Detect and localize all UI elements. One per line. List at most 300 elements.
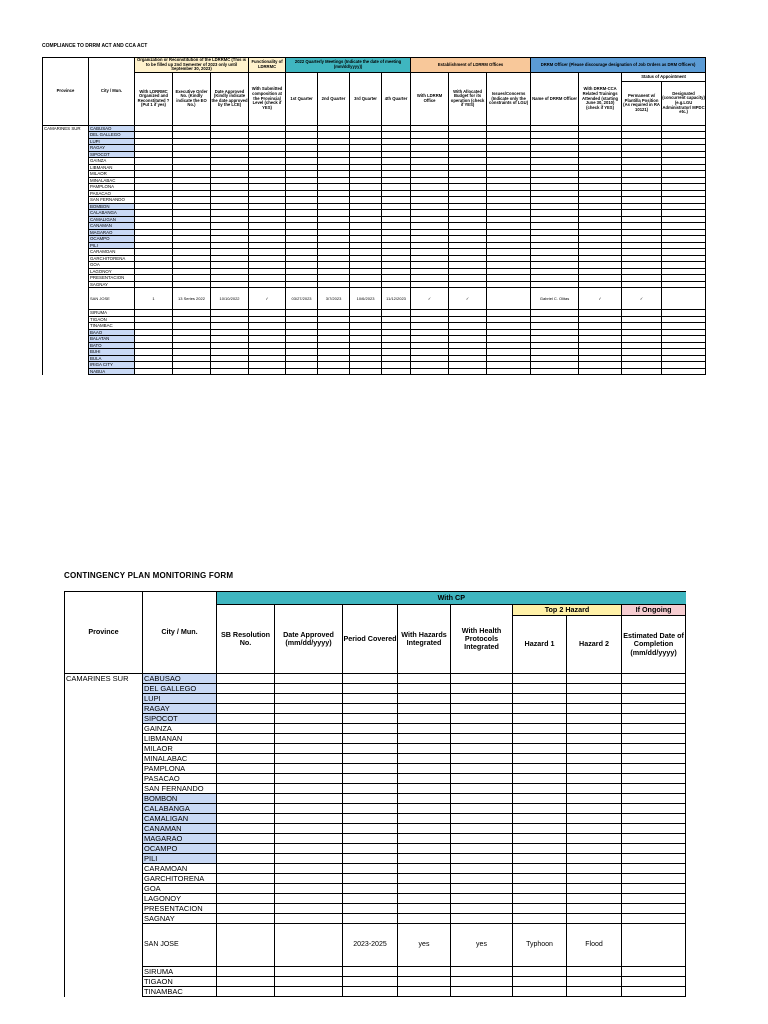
sanjose-q2: 3/7/2023 [318,288,350,310]
data-cell [567,744,622,754]
data-cell [451,977,513,987]
table-row [65,754,686,764]
city-cell: CANAMAN [89,223,135,230]
city-cell: LUPI [143,694,217,704]
header-eo-no: Executive Order No. (Kindly indicate the EO No.) [173,72,211,125]
city-cell: LAGONOY [143,894,217,904]
data-cell [567,824,622,834]
city-cell: GAINZA [89,158,135,165]
data-cell [217,764,275,774]
data-cell [513,884,567,894]
city-cell: TINAMBAC [89,323,135,330]
province-cell [65,987,143,997]
data-cell [343,814,398,824]
data-cell [217,794,275,804]
data-cell [567,764,622,774]
data-cell [217,694,275,704]
data-cell [622,368,662,375]
data-cell [217,754,275,764]
data-cell [275,764,343,774]
data-cell [343,844,398,854]
province-cell [65,904,143,914]
data-cell [513,794,567,804]
data-cell [451,714,513,724]
city-cell: TINAMBAC [143,987,217,997]
data-cell [451,864,513,874]
sanjose-city: SAN JOSE [89,288,135,310]
data-cell [217,684,275,694]
data-cell [217,814,275,824]
data-cell [513,744,567,754]
data-cell [451,844,513,854]
data-cell [275,884,343,894]
cp-header-top2: Top 2 Hazard [513,605,622,616]
city-cell: GAINZA [143,724,217,734]
data-cell [275,904,343,914]
city-cell: LIBMANAN [89,164,135,171]
data-cell [217,774,275,784]
data-cell [275,864,343,874]
data-cell [622,824,686,834]
data-cell [350,368,382,375]
header-drrm-officer-group: DRRM Officer (Please discourage designation of Job Orders as DRM Officers) [531,58,706,73]
data-cell [275,854,343,864]
data-cell [275,894,343,904]
data-cell [622,764,686,774]
header-trainings: With DRRM-CCA Related Trainings Attended (starting June 30, 2010) (check if YES) [579,72,622,125]
data-cell [398,784,451,794]
city-cell: BALATAN [89,336,135,343]
data-cell [398,894,451,904]
data-cell [513,754,567,764]
data-cell [275,694,343,704]
city-cell: MILAOR [89,171,135,178]
city-cell: SAN FERNANDO [89,197,135,204]
city-cell: CANAMAN [143,824,217,834]
data-cell [275,834,343,844]
province-cell [65,967,143,977]
sanjose-with-lddrmc: 1 [135,288,173,310]
province-cell [65,684,143,694]
form1-title: COMPLIANCE TO DRRM ACT AND CCA ACT [42,43,148,49]
data-cell [217,987,275,997]
data-cell [275,844,343,854]
cp-sanjose-hazard1: Typhoon [513,924,567,967]
data-cell [398,794,451,804]
data-cell [622,684,686,694]
table-row [65,704,686,714]
data-cell [622,734,686,744]
data-cell [217,844,275,854]
data-cell [275,824,343,834]
data-cell [217,834,275,844]
sanjose-trainings: ✓ [579,288,622,310]
data-cell [513,864,567,874]
cp-header-sb-resolution: SB Resolution No. [217,605,275,674]
data-cell [531,368,579,375]
data-cell [567,854,622,864]
table-row [65,674,686,684]
data-cell [513,894,567,904]
data-cell [275,987,343,997]
data-cell [173,368,211,375]
data-cell [398,804,451,814]
header-name-officer: Name of DRRM Officer [531,72,579,125]
province-cell [43,288,89,310]
data-cell [398,704,451,714]
table-row [65,714,686,724]
city-cell: SIRUMA [143,967,217,977]
data-cell [275,814,343,824]
data-cell [217,744,275,754]
header-permanent: Permanent w/ Plantilla Position (As required in RA 10121) [622,82,662,125]
province-cell [65,694,143,704]
data-cell [398,884,451,894]
data-cell [275,977,343,987]
city-cell: SIRUMA [89,310,135,317]
data-cell [398,694,451,704]
table-row [65,784,686,794]
data-cell [513,914,567,924]
data-cell [217,724,275,734]
city-cell: TIGAON [89,316,135,323]
city-cell: MAGARAO [89,229,135,236]
data-cell [513,834,567,844]
data-cell [567,804,622,814]
data-cell [343,854,398,864]
province-cell [65,704,143,714]
province-cell: CAMARINES SUR [43,125,89,132]
data-cell [567,987,622,997]
data-cell [567,794,622,804]
header-with-ldrrm-office: With LDRRM Office [411,72,449,125]
cp-header-province: Province [65,592,143,674]
city-cell: GOA [143,884,217,894]
data-cell [449,368,487,375]
data-cell [382,368,411,375]
data-cell [275,774,343,784]
data-cell [622,794,686,804]
city-cell: PAMPLONA [89,184,135,191]
city-cell: CAMALIGAN [143,814,217,824]
data-cell [343,704,398,714]
data-cell [622,884,686,894]
data-cell [622,784,686,794]
sanjose-permanent: ✓ [622,288,662,310]
city-cell: OCAMPO [89,236,135,243]
city-cell: CARAMOAN [143,864,217,874]
data-cell [411,368,449,375]
data-cell [513,684,567,694]
data-cell [567,977,622,987]
city-cell: SAGNAY [89,281,135,288]
table-row [65,774,686,784]
cp-header-city: City / Mun. [143,592,217,674]
data-cell [451,734,513,744]
data-cell [135,368,173,375]
data-cell [513,844,567,854]
data-cell [622,967,686,977]
header-appointment-cell [622,72,706,125]
header-establishment-group: Establishment of LDRRM Offices [411,58,531,73]
data-cell [217,914,275,924]
data-cell [513,734,567,744]
city-cell: SIPOCOT [143,714,217,724]
data-cell [567,674,622,684]
header-q3: 3rd Quarter [350,72,382,125]
table-row [65,734,686,744]
data-cell [451,744,513,754]
data-cell [217,734,275,744]
data-cell [275,794,343,804]
data-cell [217,884,275,894]
data-cell [398,874,451,884]
data-cell [622,714,686,724]
data-cell [398,987,451,997]
data-cell [398,774,451,784]
header-quarterly-group: 2022 Quarterly Meetings (Indicate the date of meeting (mm/dd/yyyy)) [286,58,411,73]
data-cell [398,854,451,864]
data-cell [343,794,398,804]
cp-sanjose-hazard2: Flood [567,924,622,967]
cp-header-hazard2: Hazard 2 [567,616,622,674]
cp-header-estimated: Estimated Date of Completion (mm/dd/yyyy) [622,616,686,674]
data-cell [622,987,686,997]
data-cell [567,884,622,894]
data-cell [622,724,686,734]
data-cell [567,724,622,734]
data-cell [275,714,343,724]
compliance-table [42,57,706,375]
city-cell: LIBMANAN [143,734,217,744]
data-cell [318,368,350,375]
city-cell: CAMALIGAN [89,216,135,223]
table-row [65,884,686,894]
data-cell [217,894,275,904]
data-cell [451,904,513,914]
data-cell [343,894,398,904]
city-cell: CARAMOAN [89,249,135,256]
data-cell [451,967,513,977]
city-cell: MAGARAO [143,834,217,844]
province-cell [65,977,143,987]
city-cell: DEL GALLEGO [89,132,135,139]
city-cell: RAGAY [89,145,135,152]
cp-sanjose-estimated [622,924,686,967]
table-row [65,894,686,904]
city-cell: GOA [89,262,135,269]
header-appointment-group: Status of Appointment [622,73,705,82]
data-cell [513,987,567,997]
data-cell [513,904,567,914]
data-cell [275,874,343,884]
sanjose-designated [662,288,706,310]
sanjose-eo-no: 13 Series 2022 [173,288,211,310]
data-cell [513,977,567,987]
data-cell [275,704,343,714]
data-cell [567,714,622,724]
data-cell [398,967,451,977]
header-province: Province [43,58,89,126]
cp-header-date-approved: Date Approved (mm/dd/yyyy) [275,605,343,674]
data-cell [398,977,451,987]
city-cell: CALABANGA [143,804,217,814]
province-cell [65,804,143,814]
data-cell [217,977,275,987]
data-cell [579,368,622,375]
header-with-submitted: With Submitted composition at the Provincial Level (check if YES) [249,72,286,125]
province-cell [65,914,143,924]
data-cell [567,754,622,764]
city-cell: PASACAO [143,774,217,784]
city-cell: MINALABAC [89,177,135,184]
data-cell [622,854,686,864]
city-cell: TIGAON [143,977,217,987]
city-cell: PILI [89,242,135,249]
province-cell [65,894,143,904]
city-cell: BOMBON [143,794,217,804]
province-cell [65,834,143,844]
sanjose-q1: 03/27/2023 [286,288,318,310]
cp-sanjose-period: 2023-2025 [343,924,398,967]
data-cell [451,854,513,864]
data-cell [513,814,567,824]
data-cell [398,724,451,734]
data-cell [567,704,622,714]
data-cell [343,977,398,987]
table-row [65,914,686,924]
table-row [65,874,686,884]
city-cell: MILAOR [143,744,217,754]
data-cell [398,744,451,754]
data-cell [343,774,398,784]
table-row [65,987,686,997]
data-cell [567,967,622,977]
data-cell [217,824,275,834]
data-cell [217,704,275,714]
table-row [65,804,686,814]
header-with-lddrmc: With LDRRMC Organized and Reconstituted ? (Put 1 if yes) [135,72,173,125]
city-cell: BATO [89,342,135,349]
province-cell [65,774,143,784]
city-cell: LAGONOY [89,268,135,275]
sanjose-issues [487,288,531,310]
cp-sanjose-date-approved [275,924,343,967]
header-city: City / Mun. [89,58,135,126]
data-cell [275,967,343,977]
sanjose-q4: 11/12/2023 [382,288,411,310]
data-cell [567,894,622,904]
province-cell [43,368,89,375]
city-cell: GARCHITORENA [143,874,217,884]
city-cell: NABUA [89,368,135,375]
data-cell [513,774,567,784]
province-cell [65,874,143,884]
data-cell [567,694,622,704]
city-cell: RAGAY [143,704,217,714]
cp-header-if-ongoing: If Ongoing [622,605,686,616]
table-row [65,814,686,824]
sanjose-name-officer: Gabriel C. Olitas [531,288,579,310]
data-cell [398,914,451,924]
data-cell [451,724,513,734]
data-cell [343,834,398,844]
data-cell [343,714,398,724]
data-cell [343,864,398,874]
data-cell [275,744,343,754]
table-row [65,844,686,854]
data-cell [622,977,686,987]
data-cell [451,834,513,844]
data-cell [343,754,398,764]
compliance-table-body [43,125,706,375]
header-q2: 2nd Quarter [318,72,350,125]
table-row [43,368,706,375]
data-cell [217,967,275,977]
city-cell: PRESENTACION [143,904,217,914]
table-row [65,694,686,704]
sanjose-with-ldrrm-office: ✓ [411,288,449,310]
data-cell [513,824,567,834]
data-cell [622,774,686,784]
city-cell: SAN FERNANDO [143,784,217,794]
data-cell [275,784,343,794]
data-cell [451,914,513,924]
data-cell [343,694,398,704]
table-row [65,724,686,734]
table-row [65,854,686,864]
header-lddrmc-group: Organization or Reconstitution of the LDRRMC (This is to be filled up 2nd Semester of 2023 only until September 30, 2023) [135,58,249,73]
table-row [65,764,686,774]
data-cell [275,674,343,684]
table-row [65,967,686,977]
data-cell [451,704,513,714]
data-cell [398,684,451,694]
data-cell [567,844,622,854]
province-cell [65,814,143,824]
data-cell [211,368,249,375]
data-cell [513,967,567,977]
cp-header-hazards: With Hazards Integrated [398,605,451,674]
data-cell [343,684,398,694]
contingency-table-body [65,674,686,997]
table-row [65,834,686,844]
data-cell [343,734,398,744]
data-cell [567,904,622,914]
data-cell [451,987,513,997]
data-cell [343,824,398,834]
data-cell [343,724,398,734]
data-cell [343,967,398,977]
data-cell [622,694,686,704]
province-cell [65,744,143,754]
cp-header-with-cp: With CP [217,592,686,605]
data-cell [451,814,513,824]
data-cell [451,824,513,834]
data-cell [451,874,513,884]
data-cell [513,854,567,864]
data-cell [343,874,398,884]
cp-header-health: With Health Protocols Integrated [451,605,513,674]
data-cell [217,864,275,874]
province-cell [65,854,143,864]
data-cell [513,804,567,814]
data-cell [567,864,622,874]
data-cell [343,784,398,794]
city-cell: CABUSAO [143,674,217,684]
data-cell [343,804,398,814]
header-q1: 1st Quarter [286,72,318,125]
